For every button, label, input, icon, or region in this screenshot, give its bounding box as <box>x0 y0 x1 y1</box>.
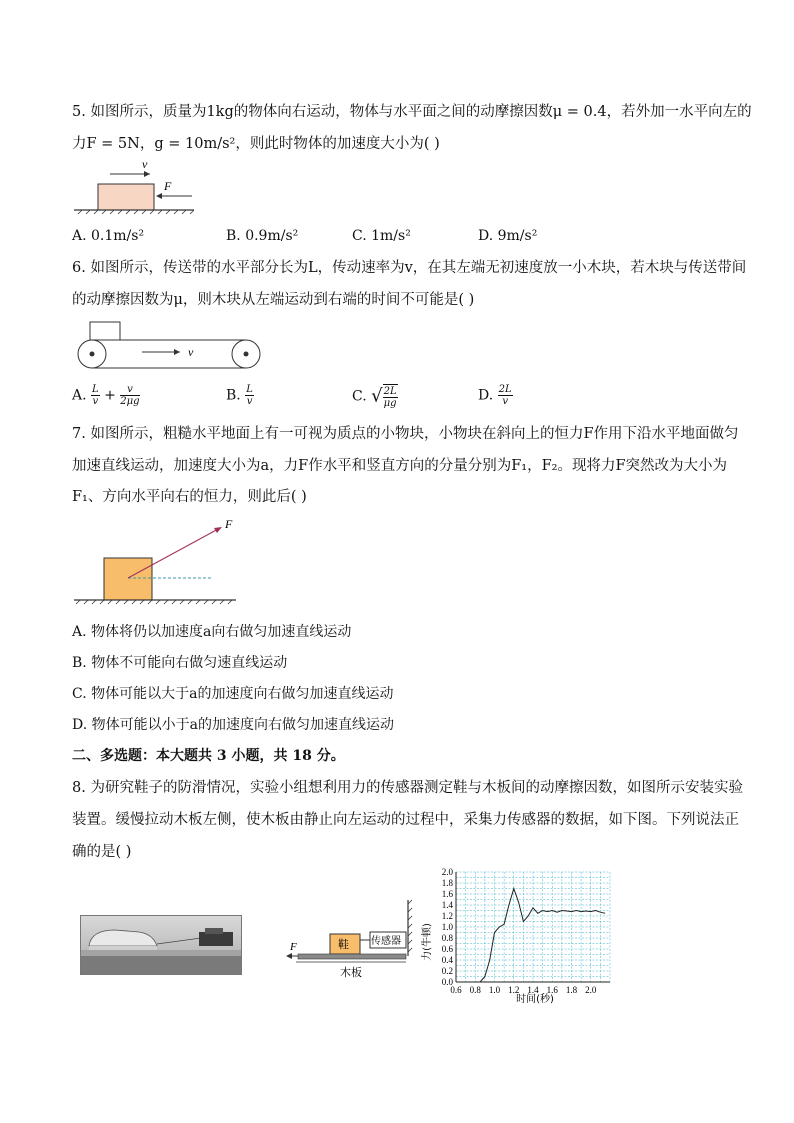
q6-figure <box>72 318 267 376</box>
chart-y-tick-labels <box>442 867 454 987</box>
q5-block <box>98 184 154 210</box>
chart-y-axis-label: 力(牛顿) <box>422 923 433 961</box>
y-tick-label: 1.0 <box>441 922 453 932</box>
q8-setup-diagram <box>286 896 416 980</box>
q8-shoe-label: 鞋 <box>338 938 349 951</box>
q7-line1: 7. 如图所示，粗糙水平地面上有一可视为质点的小物块，小物块在斜向上的恒力F作用下沿水平地面做匀 <box>72 426 739 442</box>
q5-option-b[interactable]: B. 0.9m/s² <box>226 228 299 244</box>
q7-option-a[interactable]: A. 物体将仍以加速度a向右做匀加速直线运动 <box>72 624 352 640</box>
y-tick-label: 1.8 <box>441 878 453 888</box>
y-tick-label: 2.0 <box>441 867 453 877</box>
section-multi-choice-heading: 二、多选题：本大题共 3 小题，共 18 分。 <box>72 748 345 764</box>
x-tick-label: 0.6 <box>450 985 462 995</box>
x-tick-label: 1.2 <box>508 985 520 995</box>
x-tick-label: 1.6 <box>546 985 558 995</box>
q7-option-d[interactable]: D. 物体可能以小于a的加速度向右做匀加速直线运动 <box>72 717 394 733</box>
q5-option-d[interactable]: D. 9m/s² <box>478 228 538 244</box>
q8-apparatus-photo <box>80 915 242 975</box>
q8-board <box>298 954 406 959</box>
x-tick-label: 0.8 <box>469 985 481 995</box>
q6-option-a[interactable]: A. $\frac{L}{v}$ + $\frac{v}{2\mu g}$ <box>72 384 140 407</box>
q5-figure <box>72 158 202 216</box>
q5-option-a[interactable]: A. 0.1m/s² <box>72 228 145 244</box>
y-tick-label: 0.8 <box>441 933 453 943</box>
q8-board-label: 木板 <box>340 966 362 979</box>
q5-line1: 5. 如图所示，质量为1kg的物体向右运动，物体与水平面之间的动摩擦因数μ = 0.4，若外加一水平向左的 <box>72 104 752 120</box>
q6-v-label: v <box>188 345 194 359</box>
q8-line1: 8. 为研究鞋子的防滑情况，实验小组想利用力的传感器测定鞋与木板间的动摩擦因数，如图所示安装实验 <box>72 780 743 796</box>
q6-block <box>90 322 120 340</box>
y-tick-label: 0.4 <box>441 955 453 965</box>
q5-ground-hatch <box>78 210 194 214</box>
q8-line3: 确的是( ) <box>72 844 132 860</box>
q5-v-label: v <box>142 158 148 171</box>
q6-option-b[interactable]: B. $\frac{L}{v}$ <box>226 384 253 407</box>
q7-figure <box>72 516 242 608</box>
y-tick-label: 1.4 <box>441 900 453 910</box>
q7-force-arrow <box>128 528 220 578</box>
q5-f-label: F <box>164 179 172 193</box>
q6-line2: 的动摩擦因数为μ，则木块从左端运动到右端的时间不可能是( ) <box>72 292 475 308</box>
q8-f-label: F <box>290 941 297 953</box>
q7-line3: F₁、方向水平向右的恒力，则此后( ) <box>72 489 307 505</box>
q6-option-d[interactable]: D. $\frac{2L}{v}$ <box>478 384 512 407</box>
x-tick-label: 1.8 <box>565 985 578 995</box>
q7-option-c[interactable]: C. 物体可能以大于a的加速度向右做匀加速直线运动 <box>72 686 394 702</box>
y-tick-label: 1.6 <box>441 889 453 899</box>
y-tick-label: 1.2 <box>441 911 453 921</box>
q7-f-label: F <box>225 517 233 531</box>
force-time-chart <box>420 862 620 1004</box>
y-tick-label: 0.0 <box>441 977 453 987</box>
q5-line2: 力F = 5N，g = 10m/s²，则此时物体的加速度大小为( ) <box>72 136 440 152</box>
x-tick-label: 1.0 <box>488 985 501 995</box>
q7-option-b[interactable]: B. 物体不可能向右做匀速直线运动 <box>72 655 288 671</box>
q7-line2: 加速直线运动，加速度大小为a，力F作水平和竖直方向的分量分别为F₁，F₂。现将力F突然改为大小为 <box>72 458 728 474</box>
q8-sensor-label: 传感器 <box>371 936 401 947</box>
chart-x-axis-label: 时间(秒) <box>516 994 554 1004</box>
y-tick-label: 0.6 <box>441 944 453 954</box>
q6-option-c[interactable]: C. √ $\frac{2L}{\mu g}$ <box>352 385 397 409</box>
y-tick-label: 0.2 <box>441 966 453 976</box>
q5-option-c[interactable]: C. 1m/s² <box>352 228 411 244</box>
chart-grid <box>456 872 610 982</box>
x-tick-label: 2.0 <box>585 985 597 995</box>
q8-line2: 装置。缓慢拉动木板左侧，使木板由静止向左运动的过程中，采集力传感器的数据，如下图。下列说法正 <box>72 812 739 828</box>
x-tick-label: 1.4 <box>527 985 539 995</box>
q7-block <box>104 558 152 600</box>
q6-line1: 6. 如图所示，传送带的水平部分长为L，传动速率为v，在其左端无初速度放一小木块，若木块与传送带间 <box>72 260 747 276</box>
